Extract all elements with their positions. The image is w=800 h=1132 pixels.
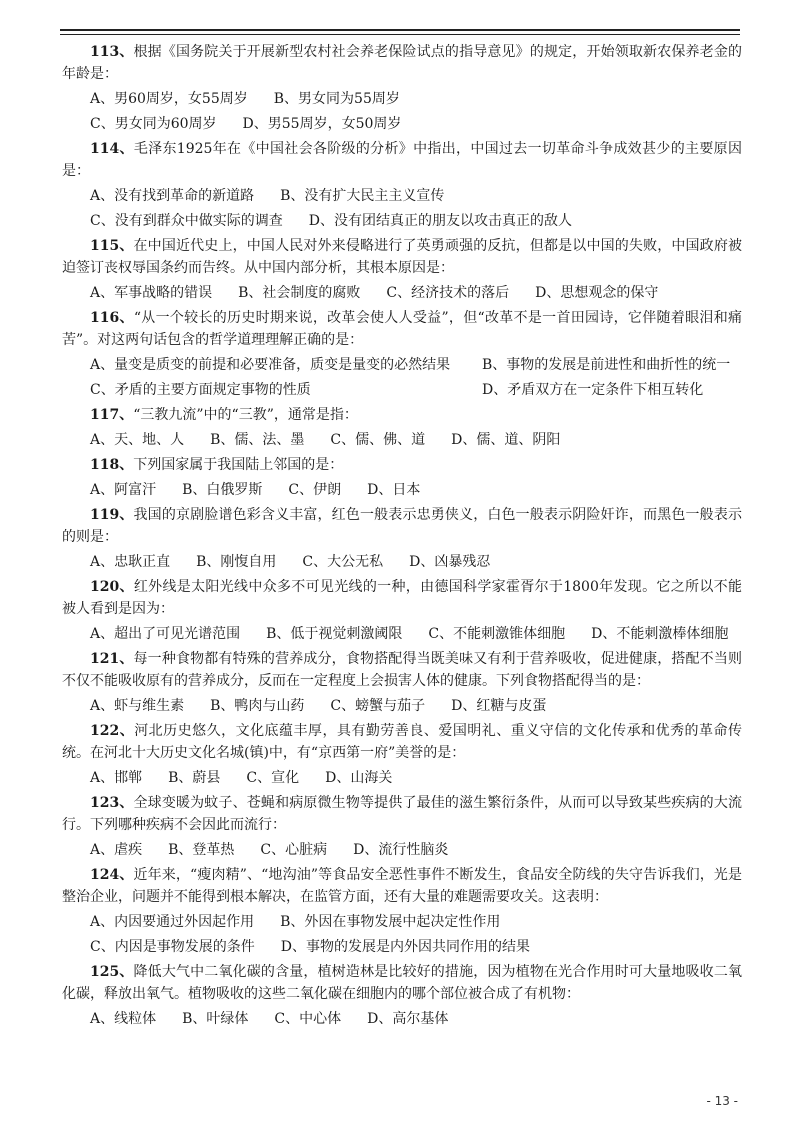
- question-number: 118、: [90, 457, 134, 473]
- answer-option: D、男55周岁，女50周岁: [242, 116, 402, 132]
- answer-option: B、男女同为55周岁: [273, 91, 400, 107]
- option-row: [62, 836, 742, 861]
- question-stem: [62, 304, 742, 351]
- answer-option: C、内因是事物发展的条件: [90, 939, 255, 955]
- question-text: 毛泽东1925年在《中国社会各阶级的分析》中指出，中国过去一切革命斗争成效甚少的主要原因是：: [62, 141, 742, 179]
- question-list: [62, 38, 742, 1030]
- question-number: 123、: [90, 795, 134, 811]
- question-number: 120、: [90, 579, 134, 595]
- answer-option: A、超出了可见光谱范围: [90, 626, 241, 642]
- answer-option: D、没有团结真正的朋友以攻击真正的敌人: [308, 213, 572, 229]
- answer-option: D、日本: [367, 482, 421, 498]
- answer-option: B、白俄罗斯: [182, 482, 263, 498]
- answer-option: B、刚愎自用: [196, 554, 277, 570]
- answer-option: D、山海关: [325, 770, 393, 786]
- header-rule-thick: [60, 29, 740, 31]
- question-stem: [62, 789, 742, 836]
- question-number: 115、: [90, 238, 134, 254]
- option-row: [62, 476, 742, 501]
- answer-option: A、内因要通过外因起作用: [90, 914, 255, 930]
- answer-option: C、心脏病: [260, 842, 328, 858]
- question-number: 116、: [90, 310, 134, 326]
- question-text: “三教九流”中的“三教”，通常是指：: [133, 407, 358, 423]
- question-text: 下列国家属于我国陆上邻国的是：: [133, 457, 344, 473]
- question-stem: [62, 401, 742, 426]
- question-number: 125、: [90, 964, 134, 980]
- answer-option: B、社会制度的腐败: [238, 285, 361, 301]
- question-stem: [62, 861, 742, 908]
- answer-option: A、邯郸: [90, 770, 143, 786]
- answer-option: A、军事战略的错误: [90, 285, 213, 301]
- question-stem: [62, 645, 742, 692]
- question-text: 河北历史悠久，文化底蕴丰厚，具有勤劳善良、爱国明礼、重义守信的文化传承和优秀的革命传统。在河北十大历史文化名城(镇)中，有“京西第一府”美誉的是：: [62, 723, 743, 761]
- question-number: 124、: [90, 867, 134, 883]
- answer-option: C、儒、佛、道: [330, 432, 426, 448]
- answer-option: A、量变是质变的前提和必要准备，质变是量变的必然结果: [90, 357, 451, 373]
- option-row: [62, 207, 742, 232]
- question-stem: [62, 958, 742, 1005]
- question-text: 近年来，“瘦肉精”、“地沟油”等食品安全恶性事件不断发生，食品安全防线的失守告诉我们，光是整治企业，问题并不能得到根本解决，在监管方面，还有大量的难题需要攻关。这表明：: [62, 867, 742, 905]
- answer-option: A、忠耿正直: [90, 554, 171, 570]
- option-row: [62, 426, 742, 451]
- answer-option: D、凶暴残忍: [409, 554, 491, 570]
- answer-option: D、矛盾双方在一定条件下相互转化: [482, 382, 704, 398]
- option-row: [62, 110, 742, 135]
- answer-option: A、线粒体: [90, 1011, 157, 1027]
- answer-option: C、螃蟹与茄子: [330, 698, 426, 714]
- question-stem: [62, 573, 742, 620]
- answer-option: D、红糖与皮蛋: [451, 698, 547, 714]
- answer-option: A、虐疾: [90, 842, 143, 858]
- answer-option: C、宣化: [246, 770, 300, 786]
- option-row: [62, 933, 742, 958]
- answer-option: D、儒、道、阴阳: [451, 432, 561, 448]
- option-row: [62, 692, 742, 717]
- answer-option: C、大公无私: [302, 554, 384, 570]
- answer-option: B、叶绿体: [182, 1011, 249, 1027]
- answer-option: D、思想观念的保守: [535, 285, 659, 301]
- question-text: 根据《国务院关于开展新型农村社会养老保险试点的指导意见》的规定，开始领取新农保养老金的年龄是：: [62, 44, 742, 82]
- answer-option: D、流行性脑炎: [353, 842, 449, 858]
- question-text: “从一个较长的历史时期来说，改革会使人人受益”，但“改革不是一首田园诗，它伴随着眼泪和痛苦”。对这两句话包含的哲学道理理解正确的是：: [62, 310, 742, 348]
- question-stem: [62, 232, 742, 279]
- option-row: [62, 351, 742, 376]
- option-row: [62, 908, 742, 933]
- answer-option: C、矛盾的主要方面规定事物的性质: [90, 382, 311, 398]
- answer-option: B、没有扩大民主主义宣传: [280, 188, 445, 204]
- question-number: 114、: [90, 141, 134, 157]
- question-number: 122、: [90, 723, 135, 739]
- page-number: - 13 -: [706, 1094, 738, 1108]
- answer-option: B、外因在事物发展中起决定性作用: [280, 914, 501, 930]
- question-text: 降低大气中二氧化碳的含量，植树造林是比较好的措施，因为植物在光合作用时可大量地吸收二氧化碳，释放出氧气。植物吸收的这些二氧化碳在细胞内的哪个部位被合成了有机物：: [62, 964, 742, 1002]
- option-row: [62, 548, 742, 573]
- question-number: 119、: [90, 507, 134, 523]
- answer-option: B、蔚县: [168, 770, 221, 786]
- question-text: 在中国近代史上，中国人民对外来侵略进行了英勇顽强的反抗，但都是以中国的失败，中国政府被迫签订丧权辱国条约而告终。从中国内部分析，其根本原因是：: [62, 238, 742, 276]
- answer-option: A、虾与维生素: [90, 698, 185, 714]
- answer-option: B、登革热: [168, 842, 235, 858]
- answer-option: C、没有到群众中做实际的调查: [90, 213, 283, 229]
- option-row: [62, 182, 742, 207]
- question-number: 121、: [90, 651, 134, 667]
- question-stem: [62, 717, 742, 764]
- answer-option: A、没有找到革命的新道路: [90, 188, 255, 204]
- option-row: [62, 85, 742, 110]
- header-rule-thin: [60, 34, 740, 35]
- option-row: [62, 279, 742, 304]
- answer-option: B、鸭肉与山药: [210, 698, 305, 714]
- answer-option: B、儒、法、墨: [210, 432, 305, 448]
- answer-option: D、不能刺激棒体细胞: [591, 626, 729, 642]
- answer-option: C、中心体: [274, 1011, 342, 1027]
- question-number: 117、: [90, 407, 134, 423]
- question-text: 红外线是太阳光线中众多不可见光线的一种，由德国科学家霍胥尔于1800年发现。它之所以不能被人看到是因为：: [62, 579, 742, 617]
- question-text: 我国的京剧脸谱色彩含义丰富，红色一般表示忠勇侠义，白色一般表示阴险奸诈，而黑色一般表示的则是：: [62, 507, 742, 545]
- answer-option: C、男女同为60周岁: [90, 116, 217, 132]
- answer-option: A、阿富汗: [90, 482, 157, 498]
- answer-option: B、低于视觉刺激阈限: [266, 626, 403, 642]
- question-stem: [62, 38, 742, 85]
- question-stem: [62, 135, 742, 182]
- answer-option: A、男60周岁，女55周岁: [90, 91, 248, 107]
- answer-option: C、不能刺激锥体细胞: [428, 626, 566, 642]
- question-stem: [62, 501, 742, 548]
- option-row: [62, 1005, 742, 1030]
- question-stem: [62, 451, 742, 476]
- question-number: 113、: [90, 44, 134, 60]
- option-row: [62, 376, 742, 401]
- answer-option: D、事物的发展是内外因共同作用的结果: [280, 939, 530, 955]
- question-text: 全球变暖为蚊子、苍蝇和病原微生物等提供了最佳的滋生繁衍条件，从而可以导致某些疾病的大流行。下列哪种疾病不会因此而流行：: [62, 795, 742, 833]
- question-text: 每一种食物都有特殊的营养成分，食物搭配得当既美味又有利于营养吸收，促进健康，搭配不当则不仅不能吸收原有的营养成分，反而在一定程度上会损害人体的健康。下列食物搭配得当的是：: [62, 651, 742, 689]
- answer-option: C、伊朗: [288, 482, 342, 498]
- answer-option: A、天、地、人: [90, 432, 185, 448]
- answer-option: C、经济技术的落后: [386, 285, 510, 301]
- answer-option: B、事物的发展是前进性和曲折性的统一: [482, 357, 731, 373]
- option-row: [62, 620, 742, 645]
- option-row: [62, 764, 742, 789]
- answer-option: D、高尔基体: [367, 1011, 449, 1027]
